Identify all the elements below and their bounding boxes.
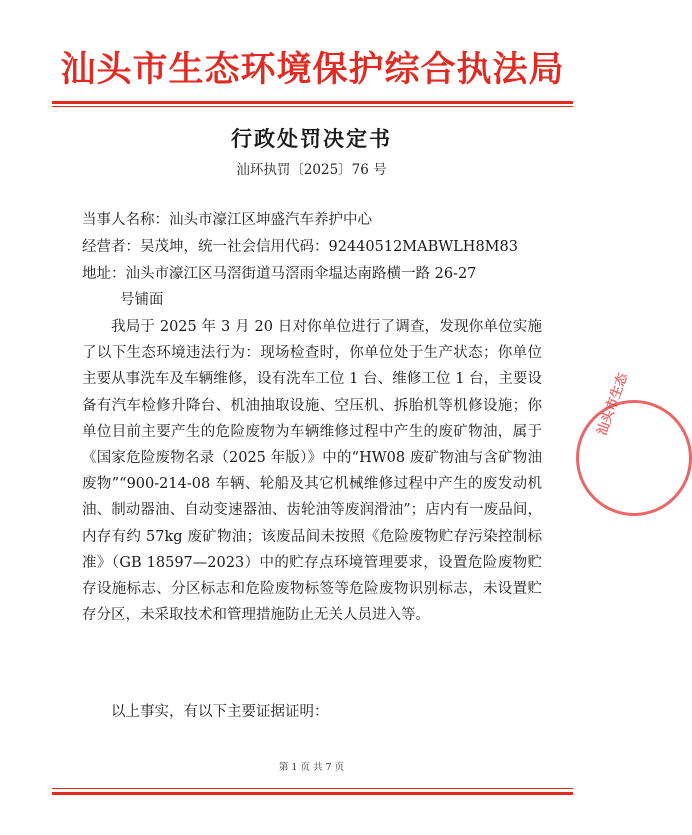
address-field (82, 262, 476, 283)
operator-label: 经营者： (82, 239, 140, 255)
footer-red-rule (52, 792, 573, 795)
violation-paragraph: 我局于 2025 年 3 月 20 日对你单位进行了调查，发现你单位实施了以下生态环境违法行为：现场检查时，你单位处于生产状态；你单位主要从事洗车及车辆维修，设有洗车工位 1 台、维修工位 1 台，主要设备有汽车检修升降台、机油抽取设施、空压机、拆胎机等机修设施；你单位目前主要产生的危险废物为车辆维修过程中产生的废矿物油，属于《国家危险废物名录（2025 年版）》中的“HW08 废矿物油与含矿物油废物”“900-214-08 车辆、轮船及其它机械维修过程中产生的废发动机油、制动器油、自动变速器油、齿轮油等废润滑油”；店内有一废品间，内存有约 57kg 废矿物油；该废品间未按照《危险废物贮存污染控制标准》（GB 18597—2023）中的贮存点环境管理要求，设置危险废物贮存设施标志、分区标志和危险废物标签等危险废物识别标志，未设置贮存分区，未采取技术和管理措施防止无关人员进入等。 (82, 319, 542, 624)
evidence-intro: 以上事实，有以下主要证据证明： (111, 704, 329, 720)
org-header-title: 汕头市生态环境保护综合执法局 (60, 49, 565, 90)
header-red-rule (52, 101, 573, 104)
operator-value: 吴茂坤，统一社会信用代码：92440512MABWLH8M83 (140, 239, 518, 255)
party-name-value: 汕头市濠江区坤盛汽车养护中心 (169, 212, 372, 228)
party-name-label: 当事人名称： (82, 212, 169, 228)
document-title: 行政处罚决定书 (231, 126, 392, 151)
address-continuation: 号铺面 (120, 292, 164, 308)
document-number: 汕环执罚〔2025〕76 号 (236, 162, 387, 178)
address-value: 汕头市濠江区马滘街道马滘雨伞塭达南路横一路 26-27 (125, 266, 477, 282)
header-red-rule-thin (52, 106, 573, 107)
address-label: 地址： (82, 266, 126, 282)
page-number: 第 1 页 共 7 页 (278, 762, 345, 773)
footer-red-rule-thin (52, 788, 573, 789)
official-seal (576, 371, 692, 516)
party-name-field (82, 208, 372, 229)
seal-text: 汕头市生态 (594, 371, 632, 438)
operator-field (82, 235, 518, 256)
